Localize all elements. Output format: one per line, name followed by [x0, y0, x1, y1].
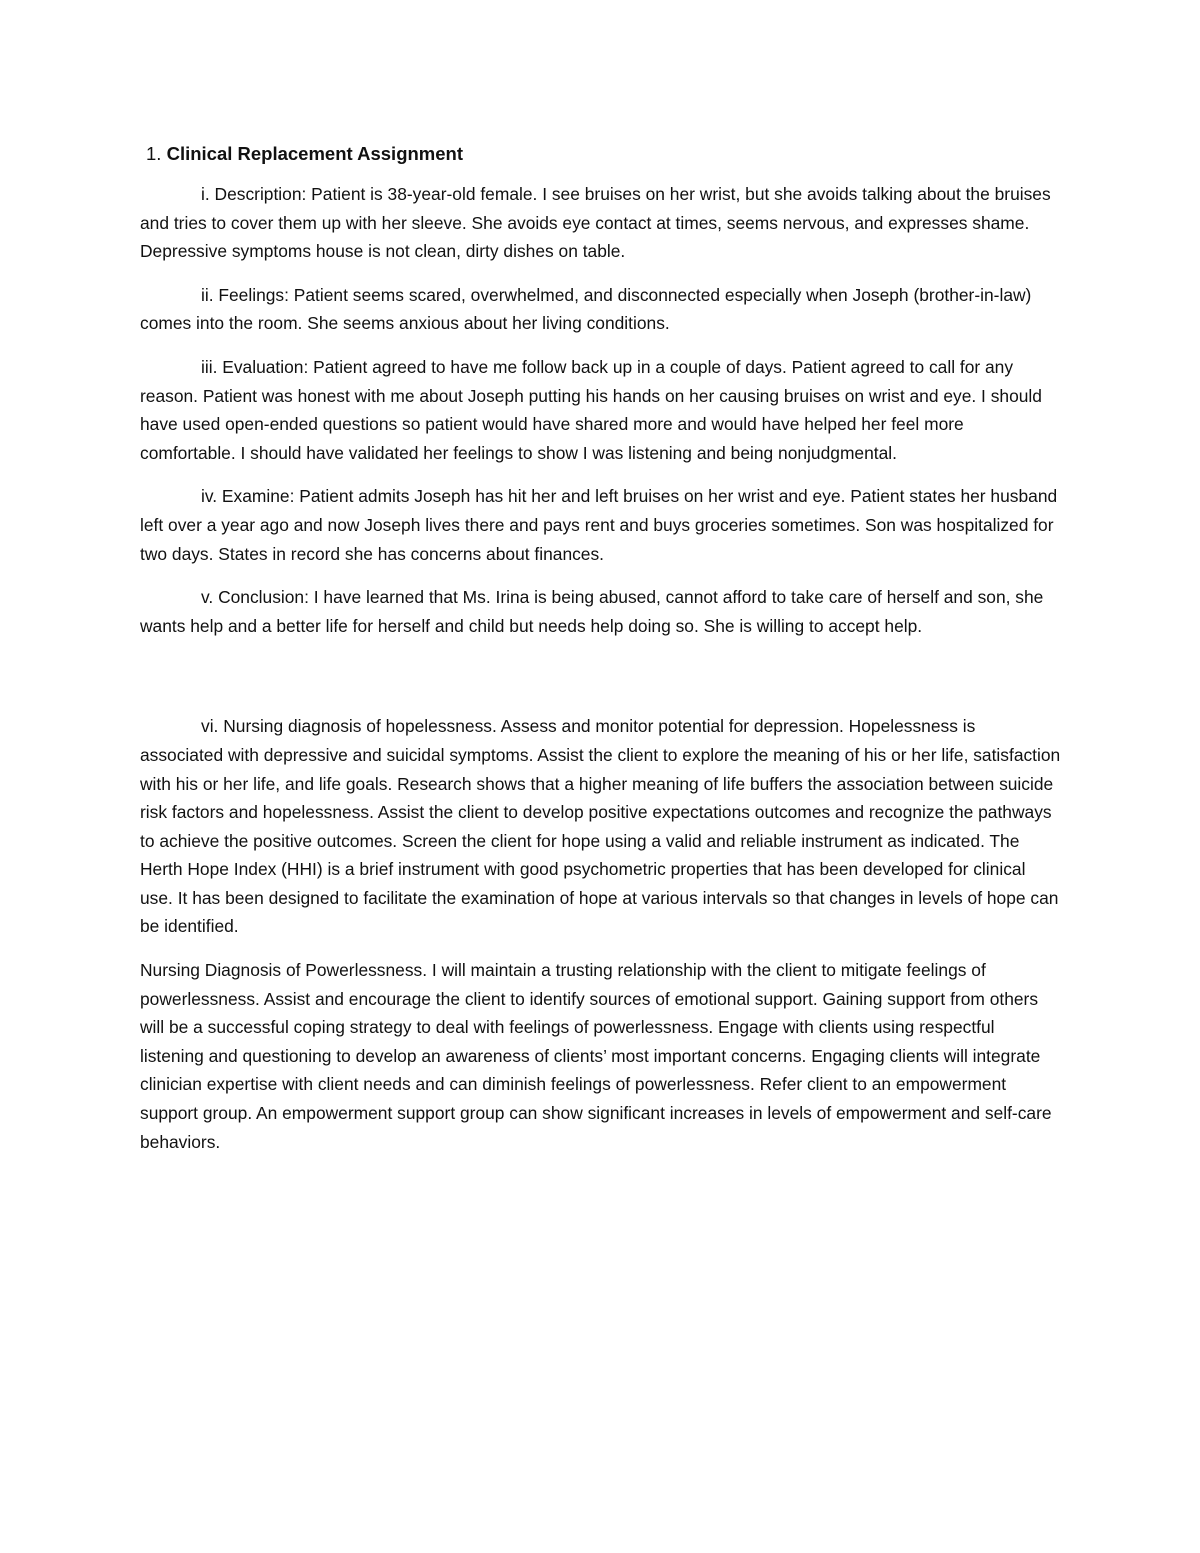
paragraph-powerlessness: Nursing Diagnosis of Powerlessness. I will maintain a trusting relationship with the client to mitigate feelings of powerlessness. Assist and encourage the client to identify sources of emotional support. Gaining support from others will be a successful coping strategy to deal with feelings of powerlessness. Engage with clients using respectful listening and questioning to develop an awareness of clients’ most important concerns. Engaging clients will integrate clinician expertise with client needs and can diminish feelings of powerlessness. Refer client to an empowerment support group. An empowerment support group can show significant increases in levels of empowerment and self-care behaviors. — [140, 960, 1052, 1152]
page-title — [146, 138, 1062, 170]
paragraph-feelings: ii. Feelings: Patient seems scared, overwhelmed, and disconnected especially when Joseph (brother-in-law) comes into the room. She seems anxious about her living conditions. — [140, 284, 1032, 334]
document-body — [140, 138, 1062, 1171]
heading-title: Clinical Replacement Assignment — [166, 143, 464, 164]
paragraph-examine: iv. Examine: Patient admits Joseph has hit her and left bruises on her wrist and eye. Patient states her husband left over a year ago and now Joseph lives there and pays rent and buys groceries sometimes. Son was hospitalized for two days. States in record she has concerns about finances. — [140, 486, 1058, 564]
paragraph-conclusion: v. Conclusion: I have learned that Ms. Irina is being abused, cannot afford to take care of herself and son, she wants help and a better life for herself and child but needs help doing so. She is willing to accept help. — [140, 587, 1044, 636]
heading-number: 1. — [146, 143, 162, 164]
blank-line — [140, 655, 1062, 712]
paragraph-hopelessness: vi. Nursing diagnosis of hopelessness. Assess and monitor potential for depression. Hopelessness is associated with depressive and suicidal symptoms. Assist the client to explore the meaning of his or her life, satisfaction with his or her life, and life goals. Research shows that a higher meaning of life buffers the association between suicide risk factors and hopelessness. Assist the client to develop positive expectations outcomes and recognize the pathways to achieve the positive outcomes. Screen the client for hope using a valid and reliable instrument as indicated. The Herth Hope Index (HHI) is a brief instrument with good psychometric properties that has been developed for clinical use. It has been designed to facilitate the examination of hope at various intervals so that changes in levels of hope can be identified. — [140, 716, 1061, 937]
paragraph-evaluation: iii. Evaluation: Patient agreed to have me follow back up in a couple of days. Patient agreed to call for any reason. Patient was honest with me about Joseph putting his hands on her causing bruises on wrist and eye. I should have used open-ended questions so patient would have shared more and would have helped her feel more comfortable. I should have validated her feelings to show I was listening and being nonjudgmental. — [140, 356, 1042, 463]
paragraph-description: i. Description: Patient is 38-year-old female. I see bruises on her wrist, but she avoids talking about the bruises and tries to cover them up with her sleeve. She avoids eye contact at times, seems nervous, and expresses shame. Depressive symptoms house is not clean, dirty dishes on table. — [140, 184, 1051, 262]
